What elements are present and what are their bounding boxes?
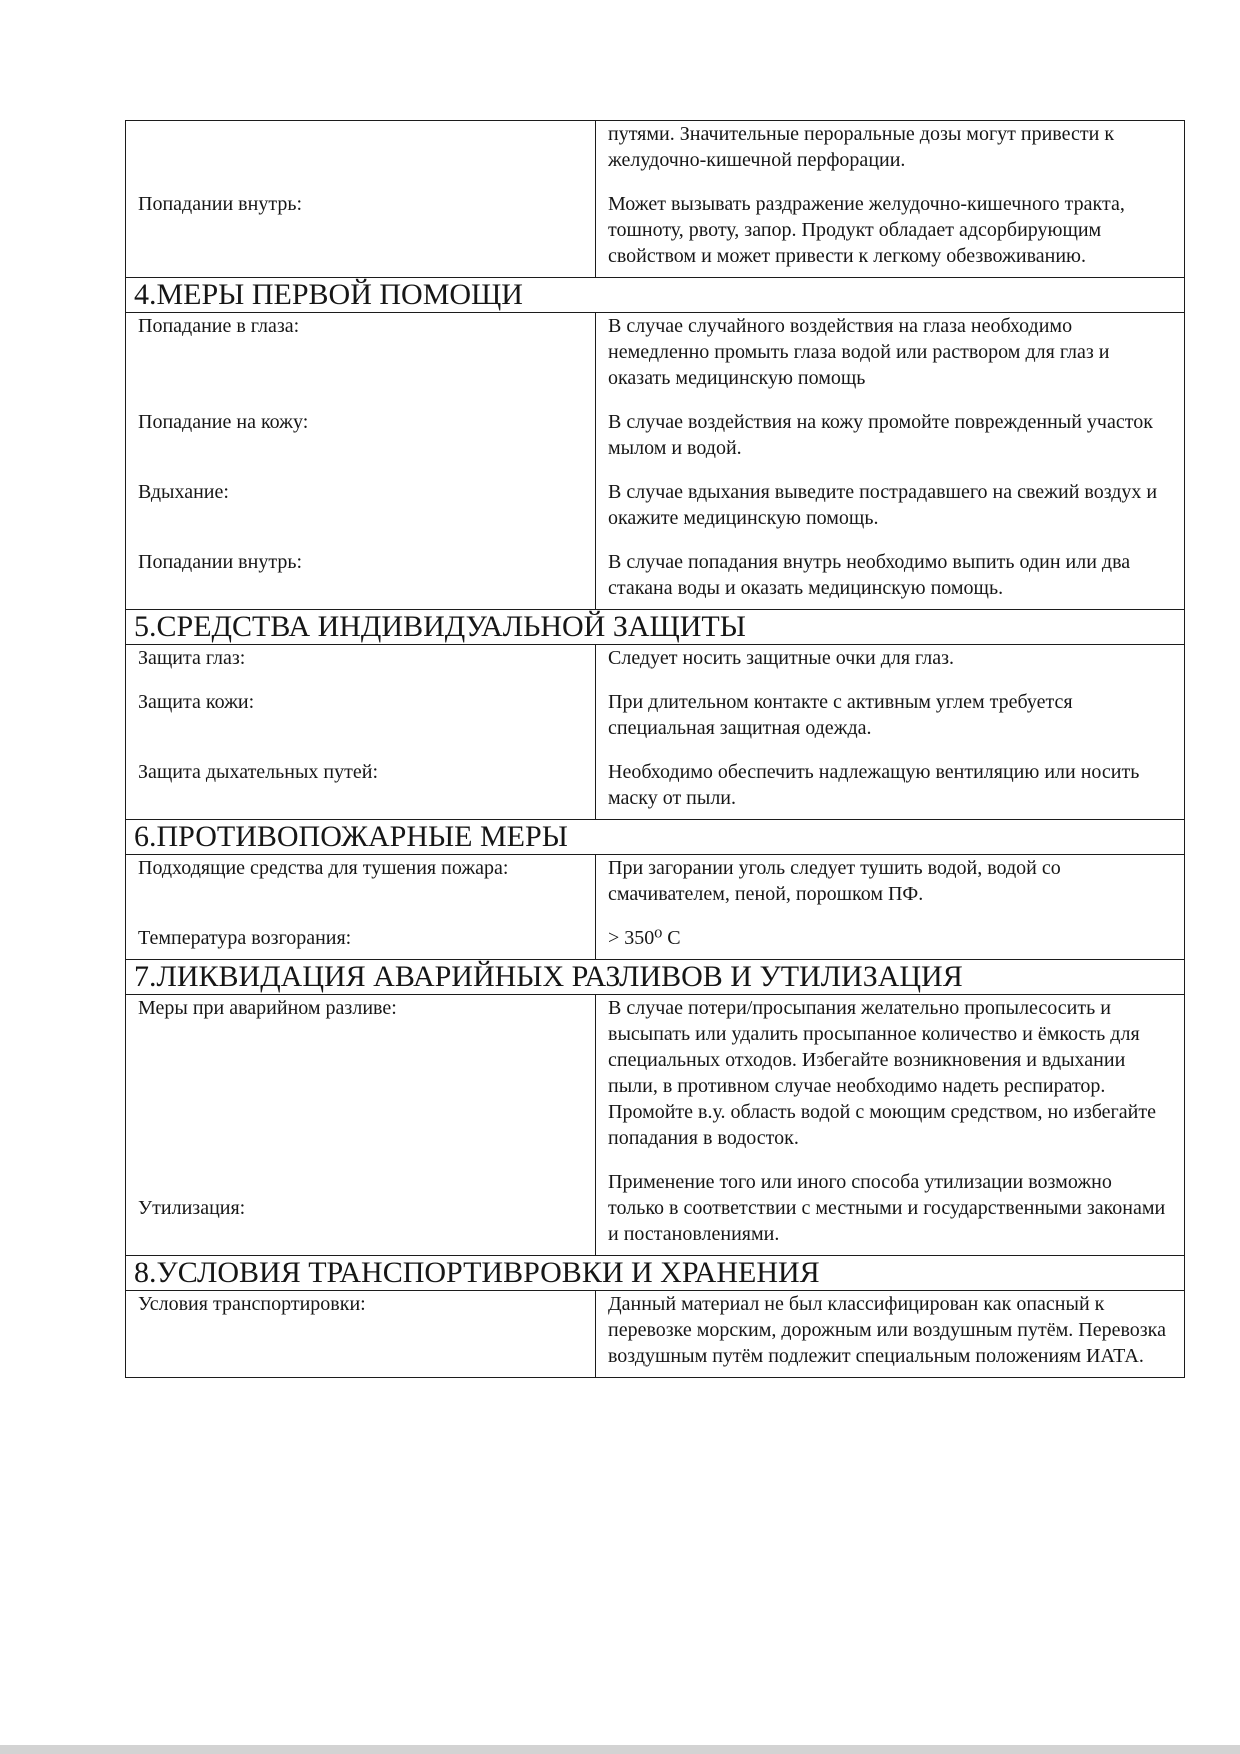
row-text: В случае вдыхания выведите пострадавшего на свежий воздух и окажите медицинскую помощь. <box>608 481 1158 529</box>
section-fire-fighting <box>125 820 1185 960</box>
row-text: В случае попадания внутрь необходимо выпить один или два стакана воды и оказать медицинскую помощь. <box>608 551 1131 599</box>
row-label: Меры при аварийном разливе: <box>138 997 397 1019</box>
text-column <box>596 995 1184 1255</box>
section-title: 5.СРЕДСТВА ИНДИВИДУАЛЬНОЙ ЗАЩИТЫ <box>126 610 1184 645</box>
label-column <box>126 995 596 1255</box>
row-label: Попадании внутрь: <box>138 193 302 215</box>
row-label: Утилизация: <box>138 1197 246 1219</box>
row-text: В случае случайного воздействия на глаза необходимо немедленно промыть глаза водой или раствором для глаз и оказать медицинскую помощь <box>608 315 1110 389</box>
label-column <box>126 313 596 609</box>
row-label: Попадании внутрь: <box>138 551 302 573</box>
section-title: 7.ЛИКВИДАЦИЯ АВАРИЙНЫХ РАЗЛИВОВ И УТИЛИЗАЦИЯ <box>126 960 1184 995</box>
row-text: путями. Значительные пероральные дозы могут привести к желудочно-кишечной перфорации. <box>608 123 1115 171</box>
text-column <box>596 645 1184 819</box>
row-label: Подходящие средства для тушения пожара: <box>138 857 509 879</box>
section-body <box>126 855 1184 960</box>
row-text: Может вызывать раздражение желудочно-кишечного тракта, тошноту, рвоту, запор. Продукт обладает адсорбирующим свойством и может привести к легкому обезвоживанию. <box>608 193 1125 267</box>
label-column <box>126 855 596 959</box>
text-column <box>596 1291 1184 1377</box>
row-label: Попадание на кожу: <box>138 411 309 433</box>
text-column <box>596 855 1184 959</box>
row-text: В случае воздействия на кожу промойте поврежденный участок мылом и водой. <box>608 411 1153 459</box>
row-label <box>138 121 595 173</box>
row-label: Попадание в глаза: <box>138 315 300 337</box>
row-text: При загорании уголь следует тушить водой, водой со смачивателем, пеной, порошком ПФ. <box>608 857 1061 905</box>
text-column <box>596 313 1184 609</box>
section-title: 4.МЕРЫ ПЕРВОЙ ПОМОЩИ <box>126 278 1184 313</box>
row-label: Условия транспортировки: <box>138 1293 366 1315</box>
section-body <box>126 645 1184 820</box>
row-label: Защита глаз: <box>138 647 246 669</box>
row-label: Температура возгорания: <box>138 927 352 949</box>
row-text: При длительном контакте с активным углем требуется специальная защитная одежда. <box>608 691 1073 739</box>
row-text: В случае потери/просыпания желательно пропылесосить и высыпать или удалить просыпанное количество и ёмкость для специальных отходов. Избегайте возникновения и вдыхании пыли, в противном случае необходимо надеть респиратор. Промойте в.у. область водой с моющим средством, но избегайте попадания в водосток. <box>608 997 1156 1149</box>
label-column <box>126 121 596 277</box>
section-personal-protection <box>125 610 1185 820</box>
row-text: > 350⁰ С <box>608 927 681 949</box>
section-body <box>126 313 1184 610</box>
row-text: Следует носить защитные очки для глаз. <box>608 647 955 669</box>
label-column <box>126 1291 596 1377</box>
section-title: 6.ПРОТИВОПОЖАРНЫЕ МЕРЫ <box>126 820 1184 855</box>
section-transport-storage <box>125 1256 1185 1378</box>
row-label: Защита дыхательных путей: <box>138 761 379 783</box>
row-text: Необходимо обеспечить надлежащую вентиляцию или носить маску от пыли. <box>608 761 1140 809</box>
label-column <box>126 645 596 819</box>
section-title: 8.УСЛОВИЯ ТРАНСПОРТИВРОВКИ И ХРАНЕНИЯ <box>126 1256 1184 1291</box>
section-body <box>126 121 1184 278</box>
section-body <box>126 1291 1184 1378</box>
text-column <box>596 121 1184 277</box>
section-first-aid <box>125 278 1185 610</box>
safety-data-sheet <box>125 120 1185 1378</box>
section-body <box>126 995 1184 1256</box>
page-bottom-edge <box>0 1745 1240 1754</box>
row-text: Данный материал не был классифицирован как опасный к перевозке морским, дорожным или воздушным путём. Перевозка воздушным путём подлежит специальным положениям ИАТА. <box>608 1293 1166 1367</box>
section-spill-disposal <box>125 960 1185 1256</box>
row-label: Вдыхание: <box>138 481 229 503</box>
section-continued <box>125 120 1185 278</box>
row-label: Защита кожи: <box>138 691 255 713</box>
row-text: Применение того или иного способа утилизации возможно только в соответствии с местными и государственными законами и постановлениями. <box>608 1171 1166 1245</box>
